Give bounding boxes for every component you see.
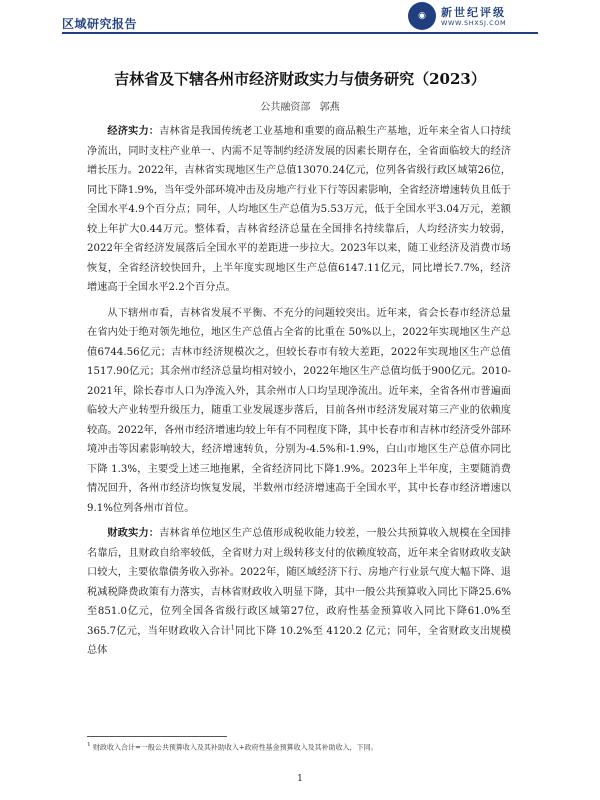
footnote: [87, 742, 511, 752]
footnote-reference[interactable]: 1: [230, 624, 235, 632]
logo-url: WWW.SHXSJ.COM: [441, 19, 507, 27]
document-body: [87, 122, 511, 667]
paragraph-finance: [87, 524, 511, 661]
paragraph-text: 吉林省单位地区生产总值形成税收能力较差，一般公共预算收入规模在全国排名靠后，且财政自给率较低，全省财力对上级转移支付的依赖度较高，近年来全省财政收支缺口较大，主要依靠债务收入弥补。2022年，随区域经济下行、房地产行业景气度大幅下降、退税减税降费政策有力落实，吉林省财政收入明显下降，其中一般公共预算收入同比下降25.6%至851.0亿元，位列全国各省级行政区域第27位，政府性基金预算收入同比下降61.0%至365.7亿元，当年财政收入合计: [87, 528, 511, 637]
footnote-text: 财政收入合计=一般公共预算收入及其补助收入+政府性基金预算收入及其补助收入，下同。: [92, 743, 378, 752]
paragraph-keyword: 经济实力：: [107, 125, 160, 137]
footnote-divider: [87, 736, 227, 737]
paragraph-text-continued: 同比下降 10.2%至 4120.2 亿元；同年，全省财政支出规模总体: [87, 625, 511, 656]
byline: [0, 98, 600, 113]
report-header: [0, 0, 600, 40]
byline-dept: 公共融资部: [260, 102, 311, 113]
footnote-mark: 1: [87, 742, 91, 748]
paragraph-economy: [87, 122, 511, 298]
paragraph-text: 吉林省是我国传统老工业基地和重要的商品粮生产基地，近年来全省人口持续净流出，同时支柱产业单一、内需不足等制约经济发展的因素长期存在，全省面临较大的经济增长压力。2022年，吉林省实现地区生产总值13070.24亿元，位列各省级行政区域第26位，同比下降1.9%，当年受外部环境冲击及房地产行业下行等因素影响，全省经济增速转负且低于全国水平4.9个百分点；同年，人均地区生产总值为5.53万元，低于全国水平3.04万元，差额较上年扩大0.44万元。整体看，吉林省经济总量在全国排名持续靠后，人均经济实力较弱，2022年全省经济发展落后全国水平的差距进一步拉大。2023年以来，随工业经济及消费市场恢复，全省经济较快回升，上半年度实现地区生产总值6147.11亿元，同比增长7.7%，经济增速高于全国水平2.2个百分点。: [87, 126, 511, 293]
section-title: 区域研究报告: [62, 17, 138, 31]
paragraph-keyword: 财政实力：: [107, 527, 160, 539]
globe-logo-icon: ◉: [408, 2, 436, 30]
logo-name: 新世纪评级: [441, 6, 506, 19]
document-title: 吉林省及下辖各州市经济财政实力与债务研究（2023）: [114, 70, 486, 88]
byline-author: 郭燕: [319, 102, 340, 113]
paragraph-cities: [87, 304, 511, 519]
header-divider: [62, 32, 538, 34]
paragraph-text: 从下辖州市看，吉林省发展不平衡、不充分的问题较突出。近年来，省会长春市经济总量在省内处于绝对领先地位，地区生产总值占全省的比重在 50%以上，2022年实现地区生产总值6744.56亿元；吉林市经济规模次之，但较长春市有较大差距，2022年实现地区生产总值1517.90亿元；其余州市经济总量均相对较小，2022年地区生产总值均低于900亿元。2010-2021年，除长春市人口为净流入外，其余州市人口均呈现净流出。近年来，全省各州市普遍面临较大产业转型升级压力，随重工业发展逐步落后，目前各州市经济发展对第三产业的依赖度较高。2022年，各州市经济增速均较上年有不同程度下降，其中长春市和吉林市经济受外部环境冲击等因素影响较大，经济增速转负，分别为-4.5%和-1.9%，白山市地区生产总值亦同比下降 1.3%，主要受上述三地拖累，全省经济同比下降1.9%。2023年上半年度，主要随消费情况回升，各州市经济均恢复发展，半数州市经济增速高于全国水平，其中长春市经济增速以9.1%位列各州市首位。: [87, 307, 511, 514]
company-logo: [408, 2, 540, 32]
page-number: 1: [297, 774, 303, 784]
